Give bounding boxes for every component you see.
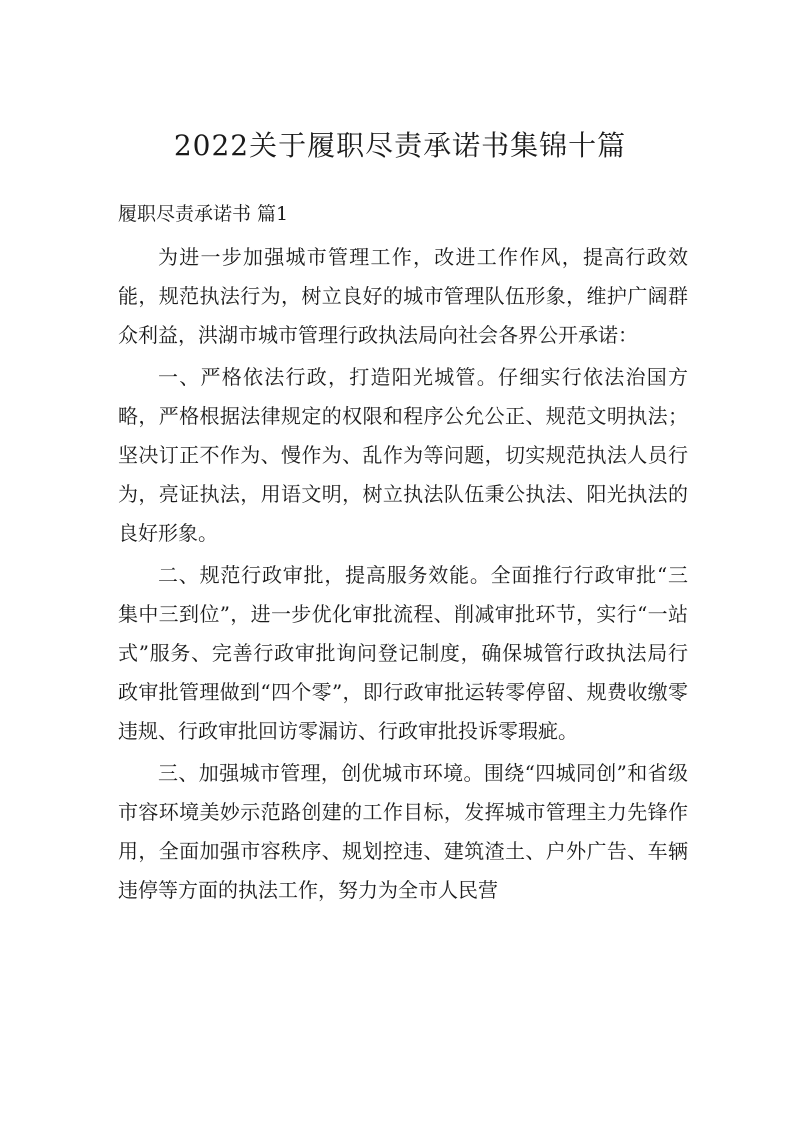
paragraph-item-2: 二、规范行政审批，提高服务效能。全面推行行政审批“三集中三到位”，进一步优化审批流程、削减审批环节，实行“一站式”服务、完善行政审批询问登记制度，确保城管行政执法局行政审批管理做到“四个零”，即行政审批运转零停留、规费收缴零违规、行政审批回访零漏访、行政审批投诉零瑕疵。 — [118, 563, 688, 743]
document-body — [118, 238, 688, 913]
document-title: 2022关于履职尽责承诺书集锦十篇 — [173, 129, 627, 162]
paragraph-item-1: 一、严格依法行政，打造阳光城管。仔细实行依法治国方略，严格根据法律规定的权限和程序公允公正、规范文明执法；坚决订正不作为、慢作为、乱作为等问题，切实规范执法人员行为，亮证执法，用语文明，树立执法队伍秉公执法、阳光执法的良好形象。 — [118, 365, 688, 545]
paragraph-item-3: 三、加强城市管理，创优城市环境。围绕“四城同创”和省级市容环境美妙示范路创建的工作目标，发挥城市管理主力先锋作用，全面加强市容秩序、规划控违、建筑渣土、户外广告、车辆违停等方面的执法工作，努力为全市人民营 — [118, 761, 688, 902]
section-heading: 履职尽责承诺书 篇1 — [118, 203, 289, 225]
paragraph-intro: 为进一步加强城市管理工作，改进工作作风，提高行政效能，规范执法行为，树立良好的城市管理队伍形象，维护广阔群众利益，洪湖市城市管理行政执法局向社会各界公开承诺： — [118, 245, 688, 347]
